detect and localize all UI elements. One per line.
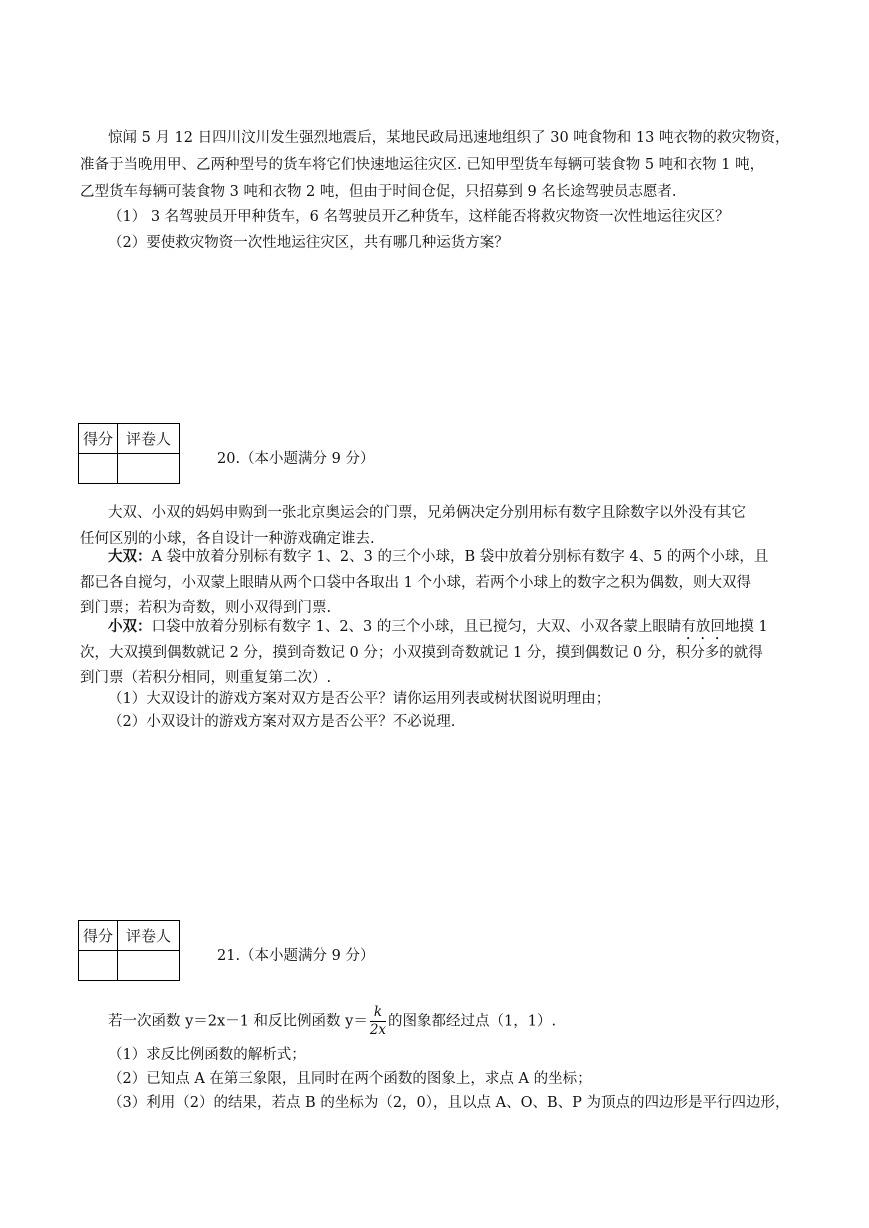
grader-cell[interactable] [118, 454, 180, 484]
xiaoshuang-text-b: 地摸 1 [724, 619, 768, 635]
score-cell[interactable] [79, 454, 118, 484]
q21-header: 21.（本小题满分 9 分） [217, 948, 375, 964]
q21-sub1: （1）求反比例函数的解析式； [108, 1047, 306, 1063]
score-label: 得分 [79, 424, 118, 454]
q20-dashuang-line2: 都已各自搅匀，小双蒙上眼睛从两个口袋中各取出 1 个小球，若两个小球上的数字之积为偶数，则大双得 [80, 575, 751, 591]
dashuang-text: A 袋中放着分别标有数字 1、2、3 的三个小球，B 袋中放着分别标有数字 4、5 的两个小球，且 [151, 549, 769, 565]
xiaoshuang-emphasis: 有放回 [681, 619, 725, 635]
q19-sub1: （1） 3 名驾驶员开甲种货车，6 名驾驶员开乙种货车，这样能否将救灾物资一次性地运往灾区？ [108, 209, 730, 225]
q20-xiaoshuang-line3: 到门票（若积分相同，则重复第二次）. [80, 670, 332, 686]
fraction-k-over-2x [370, 1004, 386, 1039]
q19-para-line3: 乙型货车每辆可装食物 3 吨和衣物 2 吨，但由于时间仓促，只招募到 9 名长途驾驶员志愿者. [80, 184, 677, 200]
score-cell[interactable] [79, 951, 118, 981]
q19-para-line1: 惊闻 5 月 12 日四川汶川发生强烈地震后，某地民政局迅速地组织了 30 吨食物和 13 吨衣物的救灾物资， [108, 130, 790, 146]
q20-xiaoshuang-line2: 次，大双摸到偶数就记 2 分，摸到奇数记 0 分；小双摸到奇数就记 1 分，摸到偶数记 0 分，积分多的就得 [80, 645, 763, 661]
xiaoshuang-text-a: 口袋中放着分别标有数字 1、2、3 的三个小球，且已搅匀，大双、小双各蒙上眼睛 [151, 619, 682, 635]
xiaoshuang-label: 小双： [108, 619, 152, 635]
q20-sub2: （2）小双设计的游戏方案对双方是否公平？不必说理. [108, 714, 456, 730]
q19-sub2: （2）要使救灾物资一次性地运往灾区，共有哪几种运货方案？ [108, 235, 509, 251]
q21-sub2: （2）已知点 A 在第三象限，且同时在两个函数的图象上，求点 A 的坐标； [108, 1071, 592, 1087]
q21-sub3: （3）利用（2）的结果，若点 B 的坐标为（2，0），且以点 A、O、B、P 为顶点的四边形是平行四边形， [108, 1095, 790, 1111]
q21-intro-a: 若一次函数 y＝2x－1 和反比例函数 y＝ [108, 1013, 368, 1030]
q20-intro-line1: 大双、小双的妈妈申购到一张北京奥运会的门票，兄弟俩决定分别用标有数字且除数字以外没有其它 [108, 505, 746, 521]
score-box-q20 [78, 423, 180, 484]
q20-header: 20.（本小题满分 9 分） [217, 451, 375, 467]
q20-xiaoshuang-line1 [108, 615, 768, 643]
score-box-q21 [78, 920, 180, 981]
grader-label: 评卷人 [118, 921, 180, 951]
q21-intro [108, 1004, 556, 1039]
fraction-numerator: k [370, 1004, 386, 1022]
q20-dashuang-line3: 到门票；若积为奇数，则小双得到门票. [80, 600, 332, 616]
score-label: 得分 [79, 921, 118, 951]
q19-para-line2: 准备于当晚用甲、乙两种型号的货车将它们快速地运往灾区. 已知甲型货车每辆可装食物 5 吨和衣物 1 吨， [80, 157, 765, 173]
fraction-denominator: 2x [369, 1022, 387, 1038]
grader-cell[interactable] [118, 951, 180, 981]
dashuang-label: 大双： [108, 549, 152, 565]
q20-dashuang-line1 [108, 545, 768, 569]
q20-intro-line2: 任何区别的小球，各自设计一种游戏确定谁去. [80, 531, 375, 547]
q21-intro-b: 的图象都经过点（1，1）. [388, 1013, 557, 1030]
q20-sub1: （1）大双设计的游戏方案对双方是否公平？请你运用列表或树状图说明理由； [108, 691, 611, 707]
grader-label: 评卷人 [118, 424, 180, 454]
